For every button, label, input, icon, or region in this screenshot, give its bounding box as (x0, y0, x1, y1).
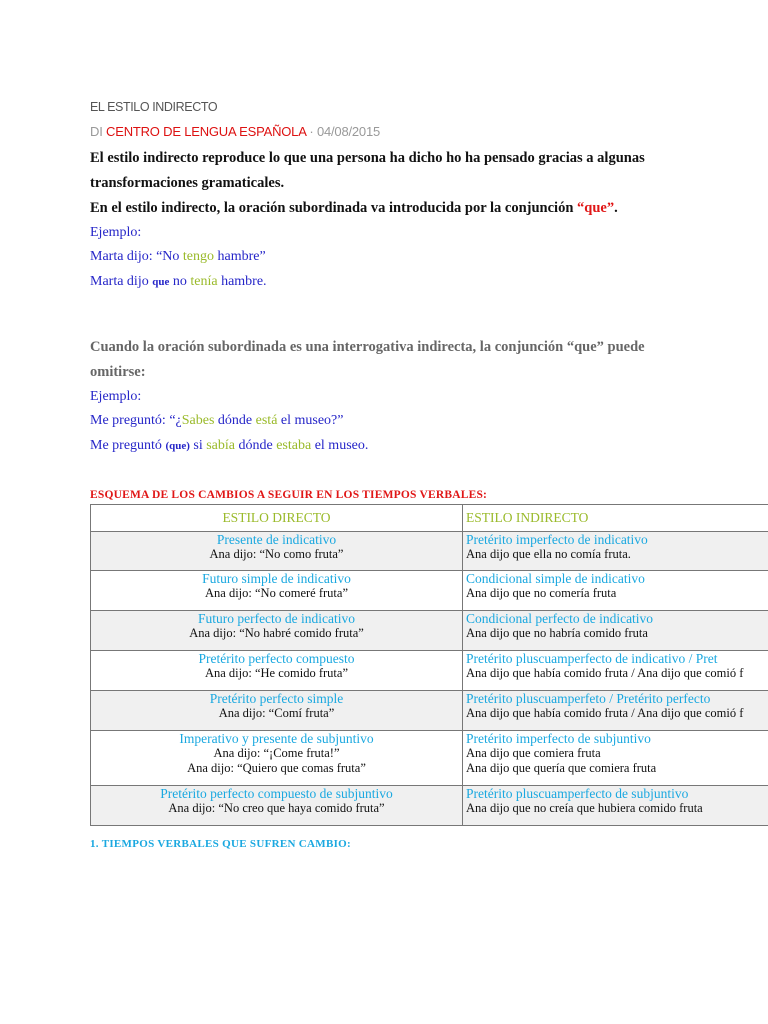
indirect-example: Ana dijo que comiera fruta (466, 746, 601, 760)
direct-tense: Pretérito perfecto compuesto de subjuntivo (160, 786, 393, 801)
ex2-s2-b: si (189, 438, 207, 453)
indirect-tense: Condicional simple de indicativo (466, 571, 645, 586)
table-row (91, 532, 768, 571)
meta-date: 04/08/2015 (316, 124, 381, 139)
meta-author-link[interactable]: CENTRO DE LENGUA ESPAÑOLA (106, 124, 306, 139)
ex2-s2-d: el museo. (311, 438, 369, 453)
verb-tense-table (90, 504, 768, 826)
direct-cell (91, 786, 463, 826)
para2-line-1: Cuando la oración subordinada es una interrogativa indirecta, la conjunción “que” puede (90, 339, 645, 355)
indirect-tense: Pretérito imperfecto de indicativo (466, 532, 648, 547)
direct-example: Ana dijo: “Quiero que comas fruta” (187, 761, 366, 775)
example-2-label: Ejemplo: (90, 389, 142, 404)
intro-line-3-end: . (614, 200, 618, 216)
intro-que: “que” (577, 200, 615, 216)
direct-cell (91, 532, 463, 571)
esquema-heading: ESQUEMA DE LOS CAMBIOS A SEGUIR EN LOS TIEMPOS VERBALES: (90, 489, 488, 501)
ex2-s2-c: dónde (235, 438, 277, 453)
direct-example: Ana dijo: “No como fruta” (209, 547, 344, 561)
direct-example: Ana dijo: “Comí fruta” (218, 706, 335, 720)
table-row (91, 651, 768, 691)
indirect-cell (463, 651, 768, 691)
ex1-s2-que: que (152, 276, 170, 288)
ex2-s2-verb2: estaba (276, 438, 312, 453)
ex1-s1-verb: tengo (182, 249, 215, 264)
article-title: EL ESTILO INDIRECTO (90, 100, 218, 114)
indirect-cell (463, 611, 768, 651)
direct-tense: Pretérito perfecto compuesto (198, 651, 355, 666)
intro-line-3-start: En el estilo indirecto, la oración subordinada va introducida por la conjunción (90, 200, 578, 216)
indirect-cell (463, 532, 768, 571)
indirect-tense: Pretérito pluscuamperfeto / Pretérito perfecto (466, 691, 711, 706)
section-1-heading: 1. TIEMPOS VERBALES QUE SUFREN CAMBIO: (90, 838, 351, 850)
indirect-example: Ana dijo que había comido fruta / Ana dijo que comió f (466, 706, 744, 720)
direct-tense: Pretérito perfecto simple (209, 691, 344, 706)
table-row (91, 611, 768, 651)
table-row (91, 691, 768, 731)
ex1-s2-b: no (169, 274, 191, 289)
table-row (91, 731, 768, 786)
meta-separator: · (309, 124, 314, 139)
ex2-s2-que: (que) (165, 440, 190, 452)
example-2-direct (90, 413, 344, 429)
direct-example: Ana dijo: “¡Come fruta!” (213, 746, 340, 760)
direct-cell (91, 571, 463, 611)
direct-tense: Futuro perfecto de indicativo (197, 611, 356, 626)
indirect-cell (463, 571, 768, 611)
table-header-row (91, 505, 768, 532)
ex2-s2-a: Me preguntó (90, 438, 166, 453)
ex1-s2-verb: tenía (190, 274, 218, 289)
indirect-example: Ana dijo que quería que comiera fruta (466, 761, 657, 775)
indirect-tense: Condicional perfecto de indicativo (466, 611, 654, 626)
meta-prefix: DI (90, 124, 103, 139)
direct-example: Ana dijo: “No comeré fruta” (205, 586, 348, 600)
example-1-direct (90, 249, 266, 265)
indirect-cell (463, 786, 768, 826)
example-2-indirect (90, 438, 368, 454)
ex2-s1-b: dónde (214, 413, 256, 428)
direct-tense: Presente de indicativo (216, 532, 337, 547)
ex1-s2-a: Marta dijo (90, 274, 153, 289)
ex2-s1-c: el museo?” (277, 413, 344, 428)
intro-line-2: transformaciones gramaticales. (90, 175, 285, 191)
direct-tense: Imperativo y presente de subjuntivo (179, 731, 374, 746)
indirect-example: Ana dijo que no creía que hubiera comido fruta (466, 801, 703, 815)
indirect-example: Ana dijo que no comería fruta (466, 586, 617, 600)
article-meta (90, 124, 380, 139)
indirect-tense: Pretérito pluscuamperfecto de subjuntivo (466, 786, 689, 801)
indirect-example: Ana dijo que ella no comía fruta. (466, 547, 631, 561)
indirect-tense: Pretérito imperfecto de subjuntivo (466, 731, 651, 746)
direct-cell (91, 691, 463, 731)
ex1-s2-c: hambre. (217, 274, 267, 289)
direct-example: Ana dijo: “He comido fruta” (204, 666, 348, 680)
ex1-s1-b: hambre” (214, 249, 266, 264)
header-estilo-directo: ESTILO DIRECTO (91, 505, 463, 532)
table-row (91, 786, 768, 826)
direct-tense: Futuro simple de indicativo (202, 571, 351, 586)
direct-example: Ana dijo: “No habré comido fruta” (189, 626, 364, 640)
indirect-cell (463, 731, 768, 786)
direct-cell (91, 651, 463, 691)
ex1-s1-a: Marta dijo: “No (90, 249, 183, 264)
ex2-s1-verb2: está (255, 413, 278, 428)
header-estilo-indirecto: ESTILO INDIRECTO (463, 505, 768, 532)
example-1-label: Ejemplo: (90, 225, 142, 240)
direct-cell (91, 611, 463, 651)
indirect-example: Ana dijo que había comido fruta / Ana dijo que comió f (466, 666, 744, 680)
table-row (91, 571, 768, 611)
para2-line-2: omitirse: (90, 364, 146, 380)
indirect-tense: Pretérito pluscuamperfecto de indicativo / Pret (466, 651, 718, 666)
ex2-s1-a: Me preguntó: “¿ (90, 413, 182, 428)
indirect-cell (463, 691, 768, 731)
direct-example: Ana dijo: “No creo que haya comido fruta” (168, 801, 385, 815)
example-1-indirect (90, 274, 267, 290)
intro-line-3 (90, 200, 618, 217)
indirect-example: Ana dijo que no habría comido fruta (466, 626, 648, 640)
ex2-s2-verb: sabía (206, 438, 235, 453)
ex2-s1-verb: Sabes (181, 413, 215, 428)
direct-cell (91, 731, 463, 786)
intro-line-1: El estilo indirecto reproduce lo que una persona ha dicho ho ha pensado gracias a algunas (90, 150, 645, 166)
